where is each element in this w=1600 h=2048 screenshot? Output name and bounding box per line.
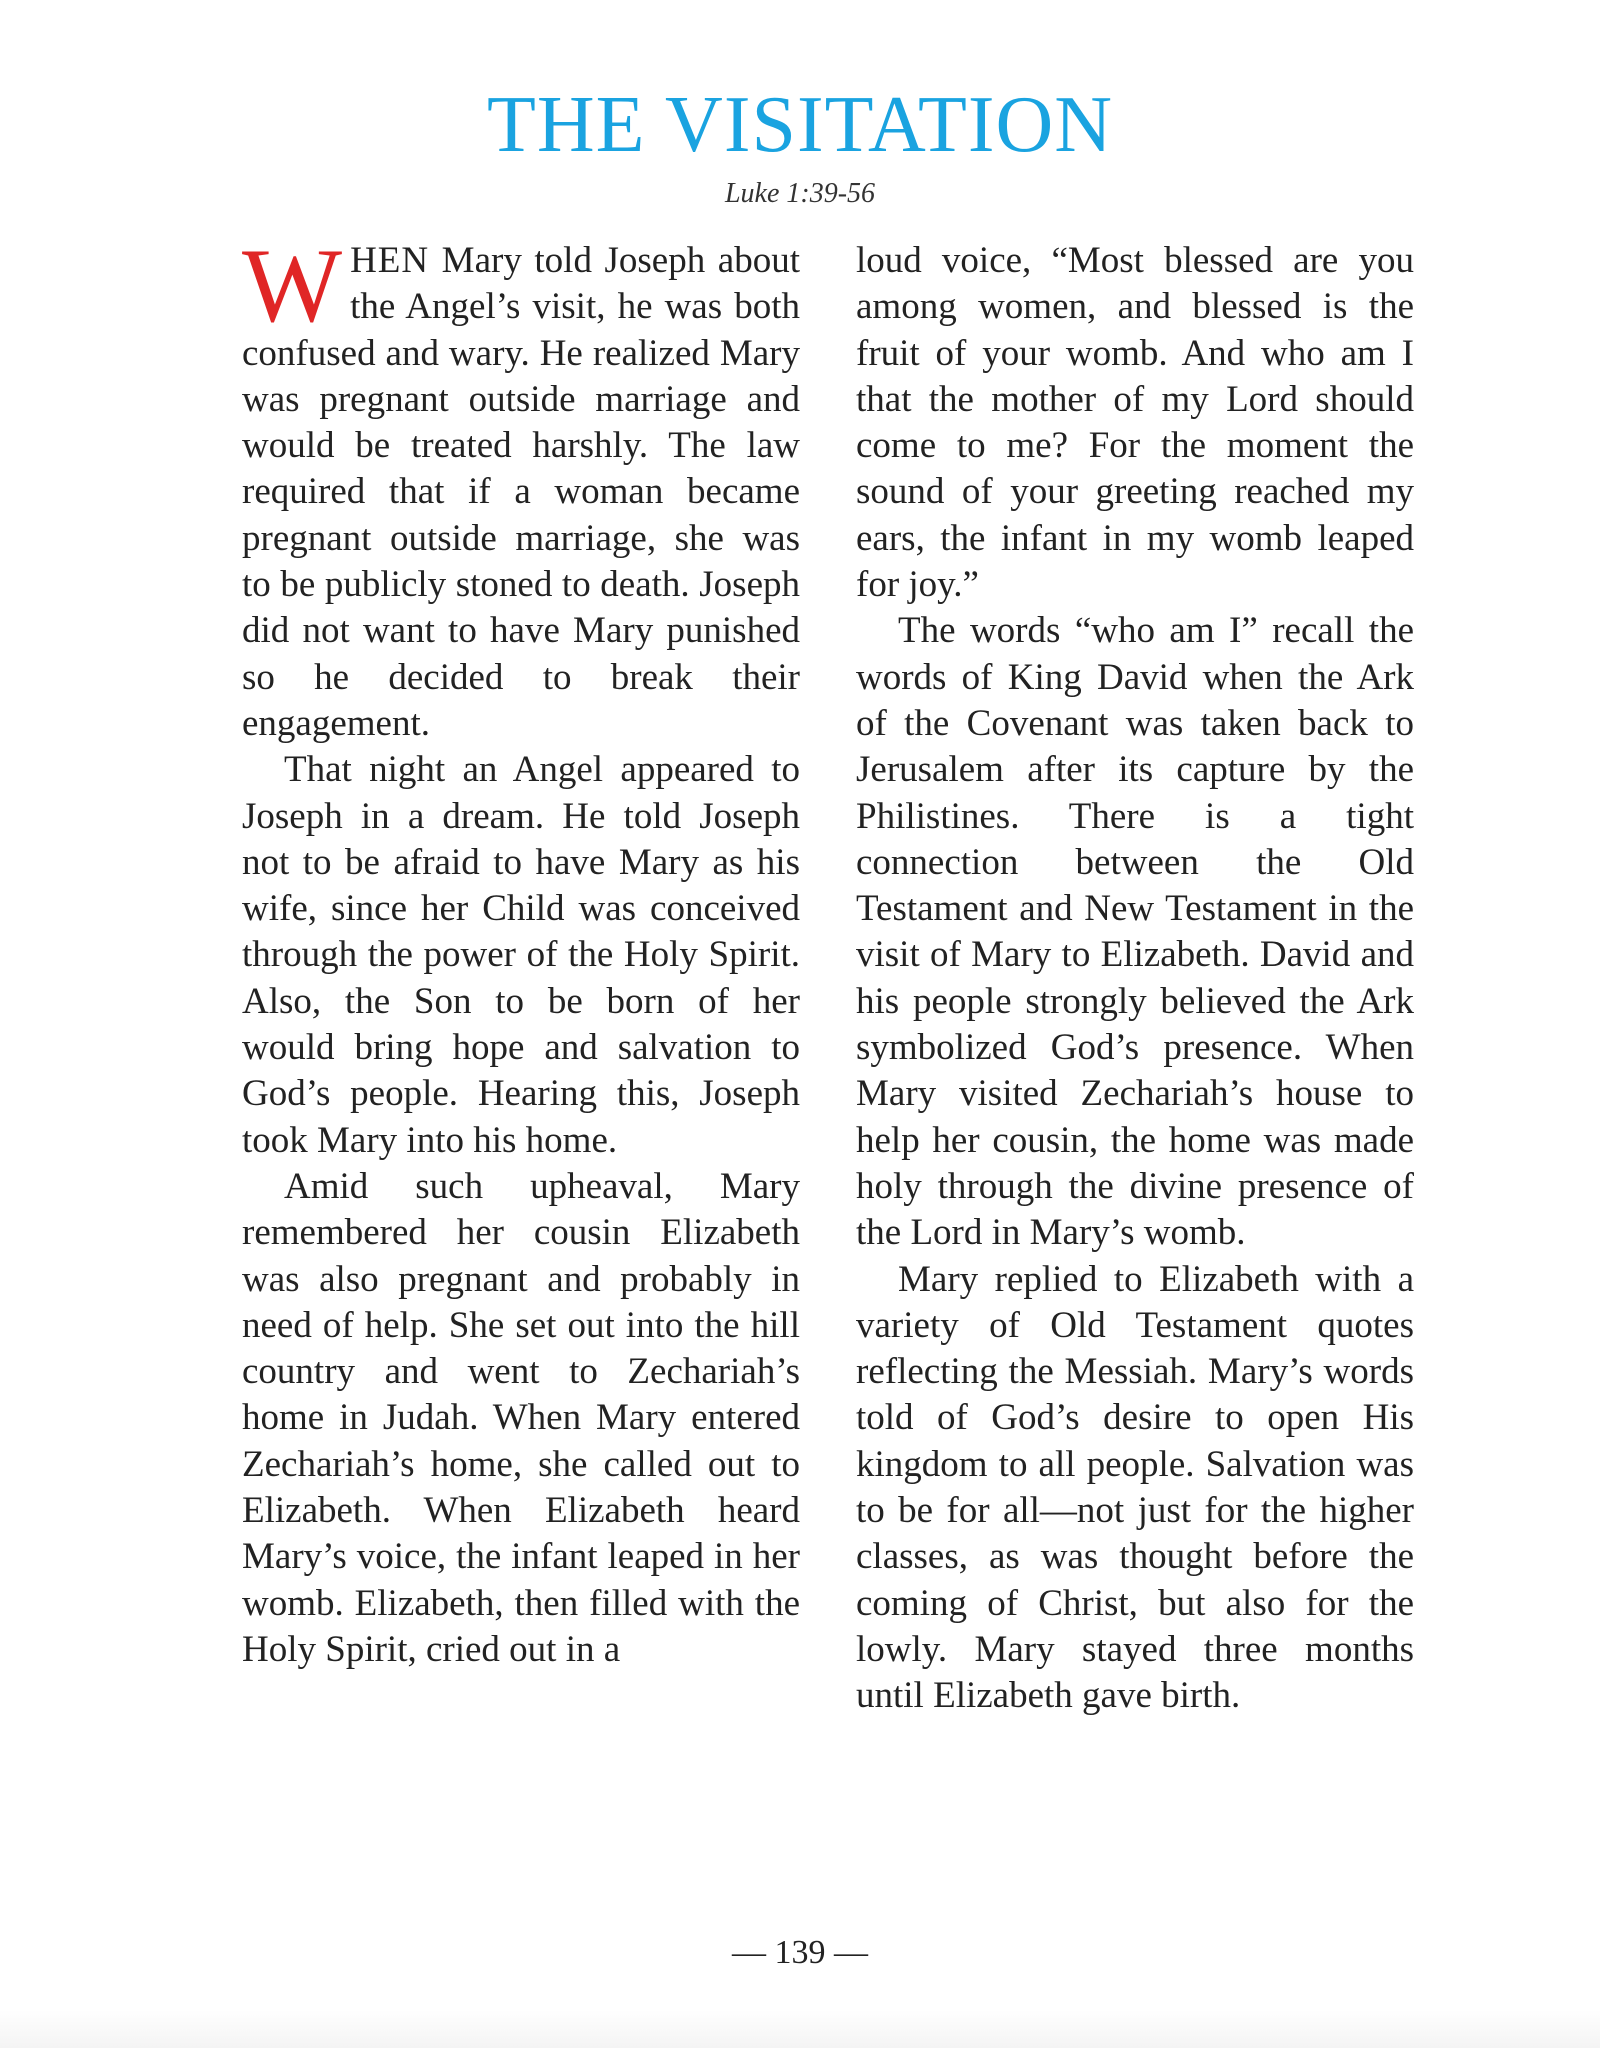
page-title: THE VISITATION (486, 81, 1114, 169)
page-number: — 139 — (732, 1934, 868, 1971)
paragraph-5: Mary replied to Elizabeth with a variety of Old Testament quotes reflecting the Messiah. Mary’s words told of God’s desire to open His kingdom to all people. Salvation was to be for all—not just for the higher classes, as was thought before the coming of Christ, but also for the lowly. Mary stayed three months until Elizabeth gave birth. (856, 1258, 1414, 1717)
paragraph-1 (242, 227, 800, 747)
first-word-smallcaps: HEN (350, 240, 430, 281)
paragraph-3: Amid such upheaval, Mary remembered her cousin Elizabeth was also pregnant and probably in need of help. She set out into the hill country and went to Zechariah’s home in Judah. When Mary entered Zechariah’s home, she called out to Elizabeth. When Elizabeth heard Mary’s voice, the infant leaped in her womb. Elizabeth, then filled with the Holy Spirit, cried out in a (242, 1165, 800, 1670)
paragraph-3-continued: loud voice, “Most blessed are you among women, and blessed is the fruit of your womb. And who am I that the mother of my Lord should come to me? For the moment the sound of your greeting reached my ears, the infant in my womb leaped for joy.” (856, 240, 1414, 606)
paragraph-4: The words “who am I” recall the words of King David when the Ark of the Covenant was taken back to Jerusalem after its capture by the Philistines. There is a tight connection between the Old Testament and New Testament in the visit of Mary to Elizabeth. David and his people strongly believed the Ark symbolized God’s presence. When Mary visited Zechariah’s house to help her cousin, the home was made holy through the divine presence of the Lord in Mary’s womb. (856, 610, 1414, 1254)
paragraph-1-text: Mary told Joseph about the Angel’s visit, he was both confused and wary. He realized Mary was pregnant outside marriage and would be treated harshly. The law required that if a woman became pregnant outside marriage, she was to be publicly stoned to death. Joseph did not want to have Mary punished so he decided to break their engagement. (242, 240, 800, 744)
drop-cap: W (242, 227, 343, 344)
right-column (856, 238, 1414, 1720)
bottom-edge-shade (0, 2010, 1600, 2048)
scripture-reference: Luke 1:39-56 (724, 178, 876, 209)
paragraph-2: That night an Angel appeared to Joseph in a dream. He told Joseph not to be afraid to have Mary as his wife, since her Child was conceived through the power of the Holy Spirit. Also, the Son to be born of her would bring hope and salvation to God’s people. Hearing this, Joseph took Mary into his home. (242, 749, 800, 1161)
left-column (242, 227, 800, 1673)
